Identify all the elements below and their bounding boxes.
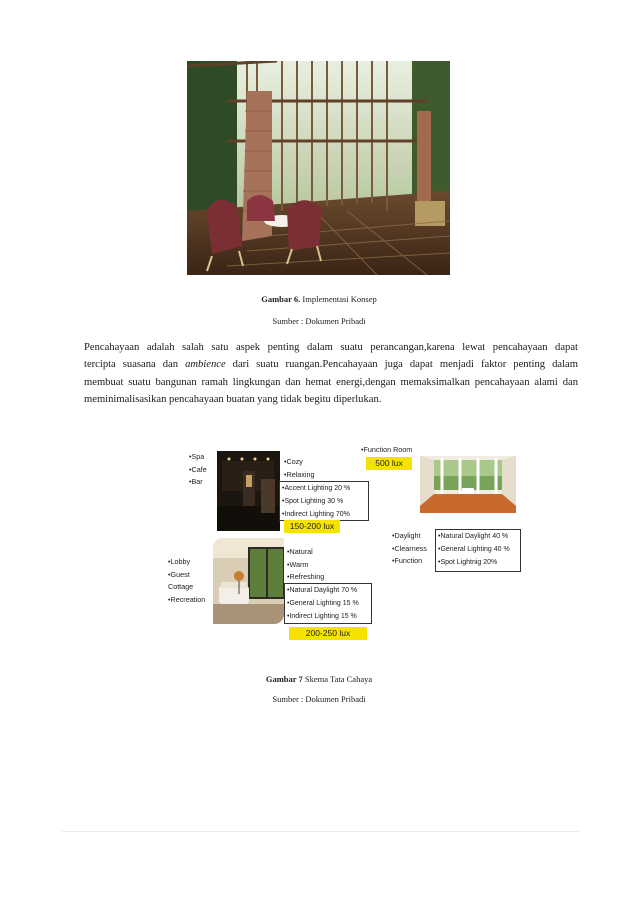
spa-lighting-item: •Indirect Lighting 70% [282,511,350,518]
lobby-mood-list [287,546,324,584]
spa-group-list [189,451,207,489]
function-mood-item: •Function [392,556,423,566]
lobby-mood-item: •Refreshing [287,572,325,582]
page-footer-divider [62,831,579,832]
lobby-lighting-item: •Indirect Lighting 15 % [287,613,357,620]
function-room-photo [420,446,516,513]
spa-photo [217,451,280,531]
spa-mood-list [284,456,314,481]
lobby-group-item: •Guest [168,569,190,579]
function-room-image [420,446,516,513]
lobby-lighting-item: •Natural Daylight 70 % [287,587,358,594]
spa-lighting-item: •Accent Lighting 20 % [282,485,351,492]
lobby-lighting-box [284,583,372,624]
spa-image [217,451,280,531]
spa-group-item: •Cafe [189,464,207,474]
figure6-caption-label: Gambar 6. [261,294,301,304]
spa-mood-item: •Relaxing [284,469,315,479]
paragraph-line-1: Pencahayaan adalah salah satu aspek penting dalam suatu perancangan,karena lewat pencahayaan dapat [84,342,578,353]
lobby-group-item: Cottage [168,582,194,592]
paragraph-line-2-end: dari suatu ruangan.Pencahayaan juga dapat menjadi faktor penting dalam [225,359,578,371]
paragraph-line-4: meminimalisasikan pencahayaan buatan yang tidak begitu diperlukan. [84,394,382,406]
lobby-group-list [168,556,205,606]
function-mood-item: •Daylight [392,531,421,540]
spa-group-item: •Bar [189,477,203,487]
function-lighting-box [435,529,521,572]
spa-lighting-box [279,481,369,521]
figure6-caption-text: Implementasi Konsep [300,294,377,304]
spa-lighting-item: •Spot Lighting 30 % [282,498,344,505]
figure6-photo [187,61,450,275]
function-mood-item: •Clearness [392,543,427,553]
figure6-caption [0,294,638,304]
pavilion-image [187,61,450,275]
lobby-lighting-item: •General Lighting 15 % [287,600,359,607]
lobby-group-item: •Lobby [168,557,191,566]
function-lighting-item: •General Lighting 40 % [438,546,510,553]
figure7-caption [0,674,638,684]
spa-lux-badge: 150-200 lux [284,520,340,533]
lobby-image [213,538,284,624]
spa-group-item: •Spa [189,452,205,461]
paragraph-line-2 [84,356,578,373]
lobby-mood-item: •Natural [287,547,313,556]
paragraph-italic-ambience: ambience [185,359,226,371]
paragraph-line-2-start: tercipta suasana dan [84,359,186,371]
figure7-caption-label: Gambar 7 [265,674,303,684]
function-mood-list [392,530,427,568]
figure6-source: Sumber : Dokumen Pribadi [272,316,366,326]
lobby-mood-item: •Warm [287,559,309,569]
function-lighting-item: •Spot Lightnig 20% [438,559,498,566]
function-lux-badge: 500 lux [366,457,412,470]
figure7-source: Sumber : Dokumen Pribadi [272,694,366,704]
paragraph-line-3: membuat suatu bangunan ramah lingkungan dan hemat energi,dengan memaksimalkan pencahayaan alami dan [84,376,578,388]
lobby-lux-badge: 200-250 lux [289,627,367,640]
body-paragraph [84,339,578,409]
lobby-photo [213,538,284,624]
lobby-group-item: •Recreation [168,594,206,604]
spa-mood-item: •Cozy [284,457,303,466]
function-lighting-item: •Natural Daylight 40 % [438,533,509,540]
function-room-label: •Function Room [361,445,413,454]
figure7-caption-text: Skema Tata Cahaya [302,674,373,684]
